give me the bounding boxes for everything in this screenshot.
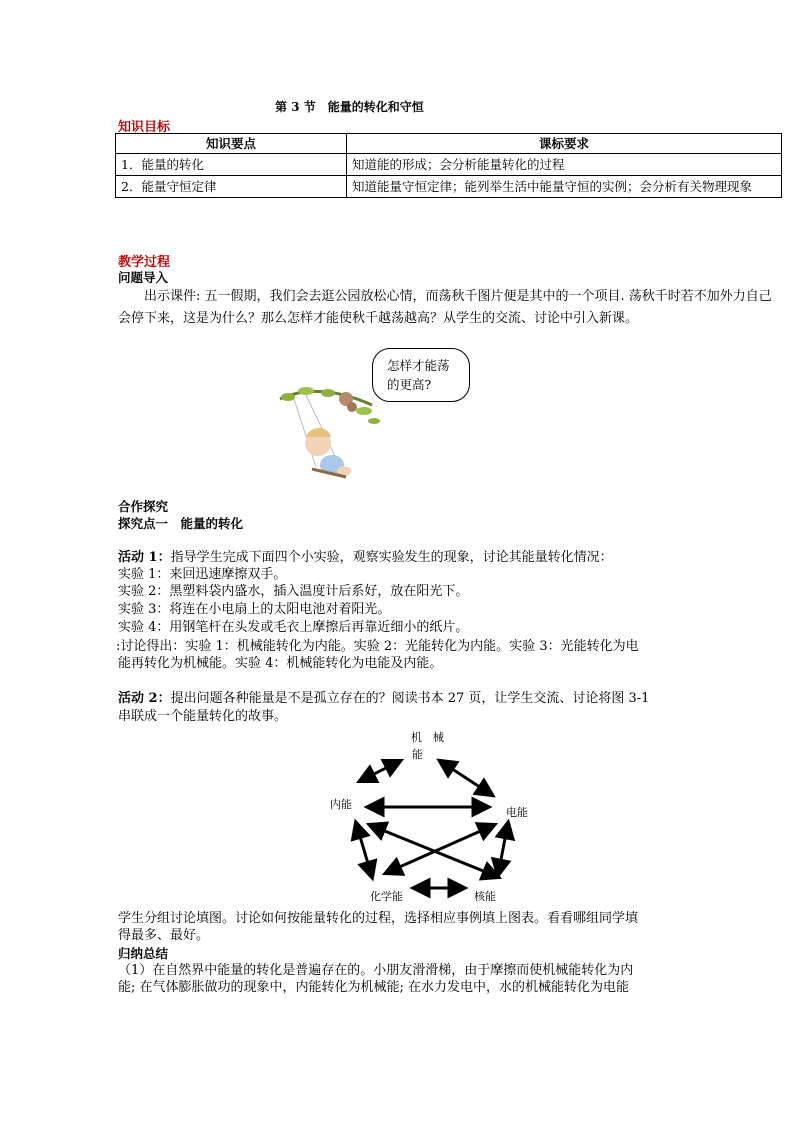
activity2-line [118,690,649,707]
table-header: 知识要点 [116,134,347,154]
summary-line: 能; 在气体膨胀做功的现象中，内能转化为机械能; 在水力发电中，水的机械能转化为电能 [118,980,630,995]
experiment-item: 实验 3：将连在小电扇上的太阳电池对着阳光。 [118,602,391,617]
table-cell: 2．能量守恒定律 [116,176,347,198]
bubble-text: 的更高? [387,377,432,392]
explore-heading: 探究点一 能量的转化 [118,516,244,531]
intro-heading: 问题导入 [118,270,169,285]
table-cell: 知道能的形成；会分析能量转化的过程 [347,154,782,176]
page-title: 第 3 节 能量的转化和守恒 [275,100,424,114]
conclusion-line: :讨论得出：实验 1：机械能转化为内能。实验 2：光能转化为内能。实验 3：光能转化为电 [116,639,639,654]
label-mechanical-bottom: 能 [412,748,423,761]
bubble-text: 怎样才能荡 [387,358,450,373]
group-line: 学生分组讨论填图。讨论如何按能量转化的过程，选择相应事例填上图表。看看哪组同学填 [118,911,639,926]
label-chemical: 化学能 [370,890,403,903]
coop-heading: 合作探究 [118,499,169,514]
arrow-mech-electric [440,761,492,795]
arrow-electric-chemical [386,825,494,873]
summary-line: （1）在自然界中能量的转化是普遍存在的。小朋友滑滑梯，由于摩擦而使机械能转化为内 [118,963,634,978]
table-cell: 知道能量守恒定律；能列举生活中能量守恒的实例；会分析有关物理现象 [347,176,782,198]
activity2-text: 提出问题各种能量是不是孤立存在的？阅读书本 27 页，让学生交流、讨论将图 3-1 [170,691,650,706]
table-header: 课标要求 [347,134,782,154]
knowledge-table [115,133,782,198]
process-heading: 教学过程 [118,255,171,270]
label-mechanical-top: 机 械 [411,731,444,744]
experiment-item: 实验 1：来回迅速摩擦双手。 [118,567,287,582]
label-nuclear: 核能 [474,890,496,903]
activity2-line: 串联成一个能量转化的故事。 [118,709,288,724]
thought-bubble [372,348,470,402]
experiment-item: 实验 2：黑塑料袋内盛水，插入温度计后系好，放在阳光下。 [118,584,469,599]
summary-heading: 归纳总结 [118,946,169,961]
arrow-internal-chemical [356,823,372,877]
arrow-electric-nuclear [498,823,508,875]
energy-diagram [320,725,540,905]
label-electric: 电能 [506,806,528,819]
label-internal: 内能 [330,798,352,811]
arrow-mech-internal [360,761,400,781]
table-row [116,176,782,198]
intro-paragraph: 出示课件: 五一假期，我们会去逛公园放松心情，而荡秋千图片便是其中的一个项目. 荡秋千时若不加外力自己会停下来，这是为什么？那么怎样才能使秋千越荡越高？从学生的交流、讨论中引入新课。 [118,289,772,326]
activity1-line [118,549,613,566]
table-row [116,154,782,176]
experiment-item: 实验 4：用钢笔杆在头发或毛衣上摩擦后再靠近细小的纸片。 [118,620,469,635]
activity1-label: 活动 1： [118,550,171,565]
goals-heading: 知识目标 [118,120,171,135]
table-header-row [116,134,782,154]
activity2-label: 活动 2： [118,691,171,706]
activity1-text: 指导学生完成下面四个小实验，观察实验发生的现象，讨论其能量转化情况： [170,550,613,565]
swing-illustration [276,385,386,497]
group-line: 得最多、最好。 [118,928,210,943]
conclusion-line: 能再转化为机械能。实验 4：机械能转化为电能及内能。 [118,656,443,671]
table-cell: 1．能量的转化 [116,154,347,176]
